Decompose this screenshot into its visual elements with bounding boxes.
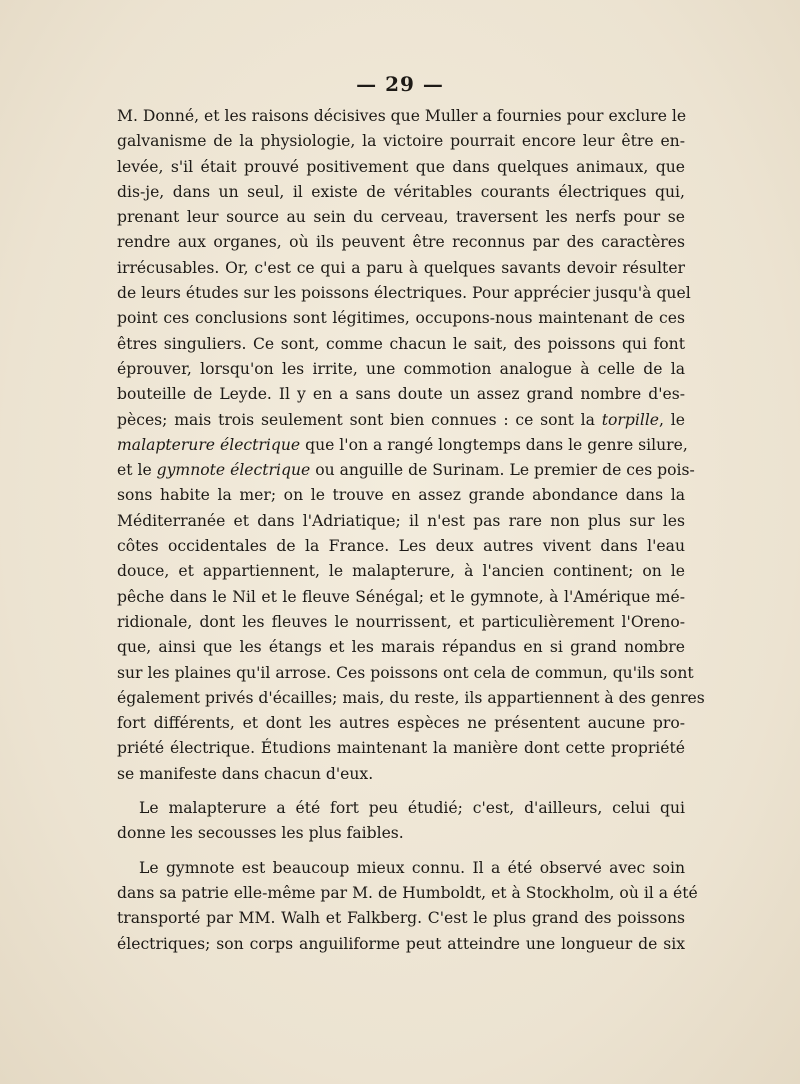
text-line: rendre aux organes, où ils peuvent être reconnus par des caractères <box>117 233 685 252</box>
text-line: sur les plaines qu'il arrose. Ces poissons ont cela de commun, qu'ils sont <box>117 663 694 682</box>
text-line: point ces conclusions sont légitimes, occupons-nous maintenant de ces <box>117 309 685 328</box>
text-line: transporté par MM. Walh et Falkberg. C'est le plus grand des poissons <box>117 909 685 928</box>
text-line: pêche dans le Nil et le fleuve Sénégal; et le gymnote, à l'Amérique mé- <box>117 587 685 606</box>
text-line: êtres singuliers. Ce sont, comme chacun le sait, des poissons qui font <box>117 334 685 353</box>
text-line: donne les secousses les plus faibles. <box>117 824 404 843</box>
text-line: pèces; mais trois seulement sont bien connues : ce sont la torpille, le <box>117 410 685 429</box>
text-line: ridionale, dont les fleuves le nourrissent, et particulièrement l'Oreno- <box>117 612 685 631</box>
text-line: M. Donné, et les raisons décisives que Muller a fournies pour exclure le <box>117 107 687 125</box>
text-line: dans sa patrie elle-même par M. de Humboldt, et à Stockholm, où il a été <box>117 883 698 902</box>
text-line: éprouver, lorsqu'on les irrite, une commotion analogue à celle de la <box>117 359 685 378</box>
italic-term: gymnote électrique <box>156 461 311 480</box>
text-line: galvanisme de la physiologie, la victoire pourrait encore leur être en- <box>117 132 685 151</box>
text-line: dis-je, dans un seul, il existe de véritables courants électriques qui, <box>117 182 685 201</box>
text-line: côtes occidentales de la France. Les deux autres vivent dans l'eau <box>117 537 685 556</box>
text-line: que, ainsi que les étangs et les marais répandus en si grand nombre <box>117 638 685 657</box>
text-line: également privés d'écailles; mais, du reste, ils appartiennent à des genres <box>117 688 705 707</box>
text-line: et le gymnote électrique ou anguille de Surinam. Le premier de ces pois- <box>117 461 695 480</box>
text-line: irrécusables. Or, c'est ce qui a paru à quelques savants devoir résulter <box>117 258 685 277</box>
paragraph <box>117 856 698 957</box>
text-line: priété électrique. Étudions maintenant la manière dont cette propriété <box>117 739 685 758</box>
italic-term: malapterure électrique <box>117 435 301 454</box>
text-line: prenant leur source au sein du cerveau, traversent les nerfs pour se <box>117 208 685 227</box>
body-text <box>117 104 705 957</box>
text-line: douce, et appartiennent, le malapterure, à l'ancien continent; on le <box>117 562 685 581</box>
text-line: Méditerranée et dans l'Adriatique; il n'est pas rare non plus sur les <box>117 511 685 530</box>
text-line: de leurs études sur les poissons électriques. Pour apprécier jusqu'à quel <box>117 284 691 303</box>
text-line: levée, s'il était prouvé positivement que dans quelques animaux, que <box>117 157 685 176</box>
text-line: bouteille de Leyde. Il y en a sans doute un assez grand nombre d'es- <box>117 385 685 404</box>
text-line: se manifeste dans chacun d'eux. <box>117 764 374 783</box>
paragraph <box>117 796 685 847</box>
text-line: électriques; son corps anguiliforme peut atteindre une longueur de six <box>117 934 685 953</box>
paragraph <box>117 104 705 787</box>
text-line: malapterure électrique que l'on a rangé longtemps dans le genre silure, <box>117 435 688 454</box>
text-line: sons habite la mer; on le trouve en assez grande abondance dans la <box>117 486 685 505</box>
page-number: — 29 — <box>356 72 444 96</box>
text-line: Le malapterure a été fort peu étudié; c'est, d'ailleurs, celui qui <box>139 799 685 818</box>
text-line: Le gymnote est beaucoup mieux connu. Il a été observé avec soin <box>139 858 685 877</box>
text-line: fort différents, et dont les autres espèces ne présentent aucune pro- <box>117 714 685 733</box>
italic-term: torpille <box>601 410 660 429</box>
